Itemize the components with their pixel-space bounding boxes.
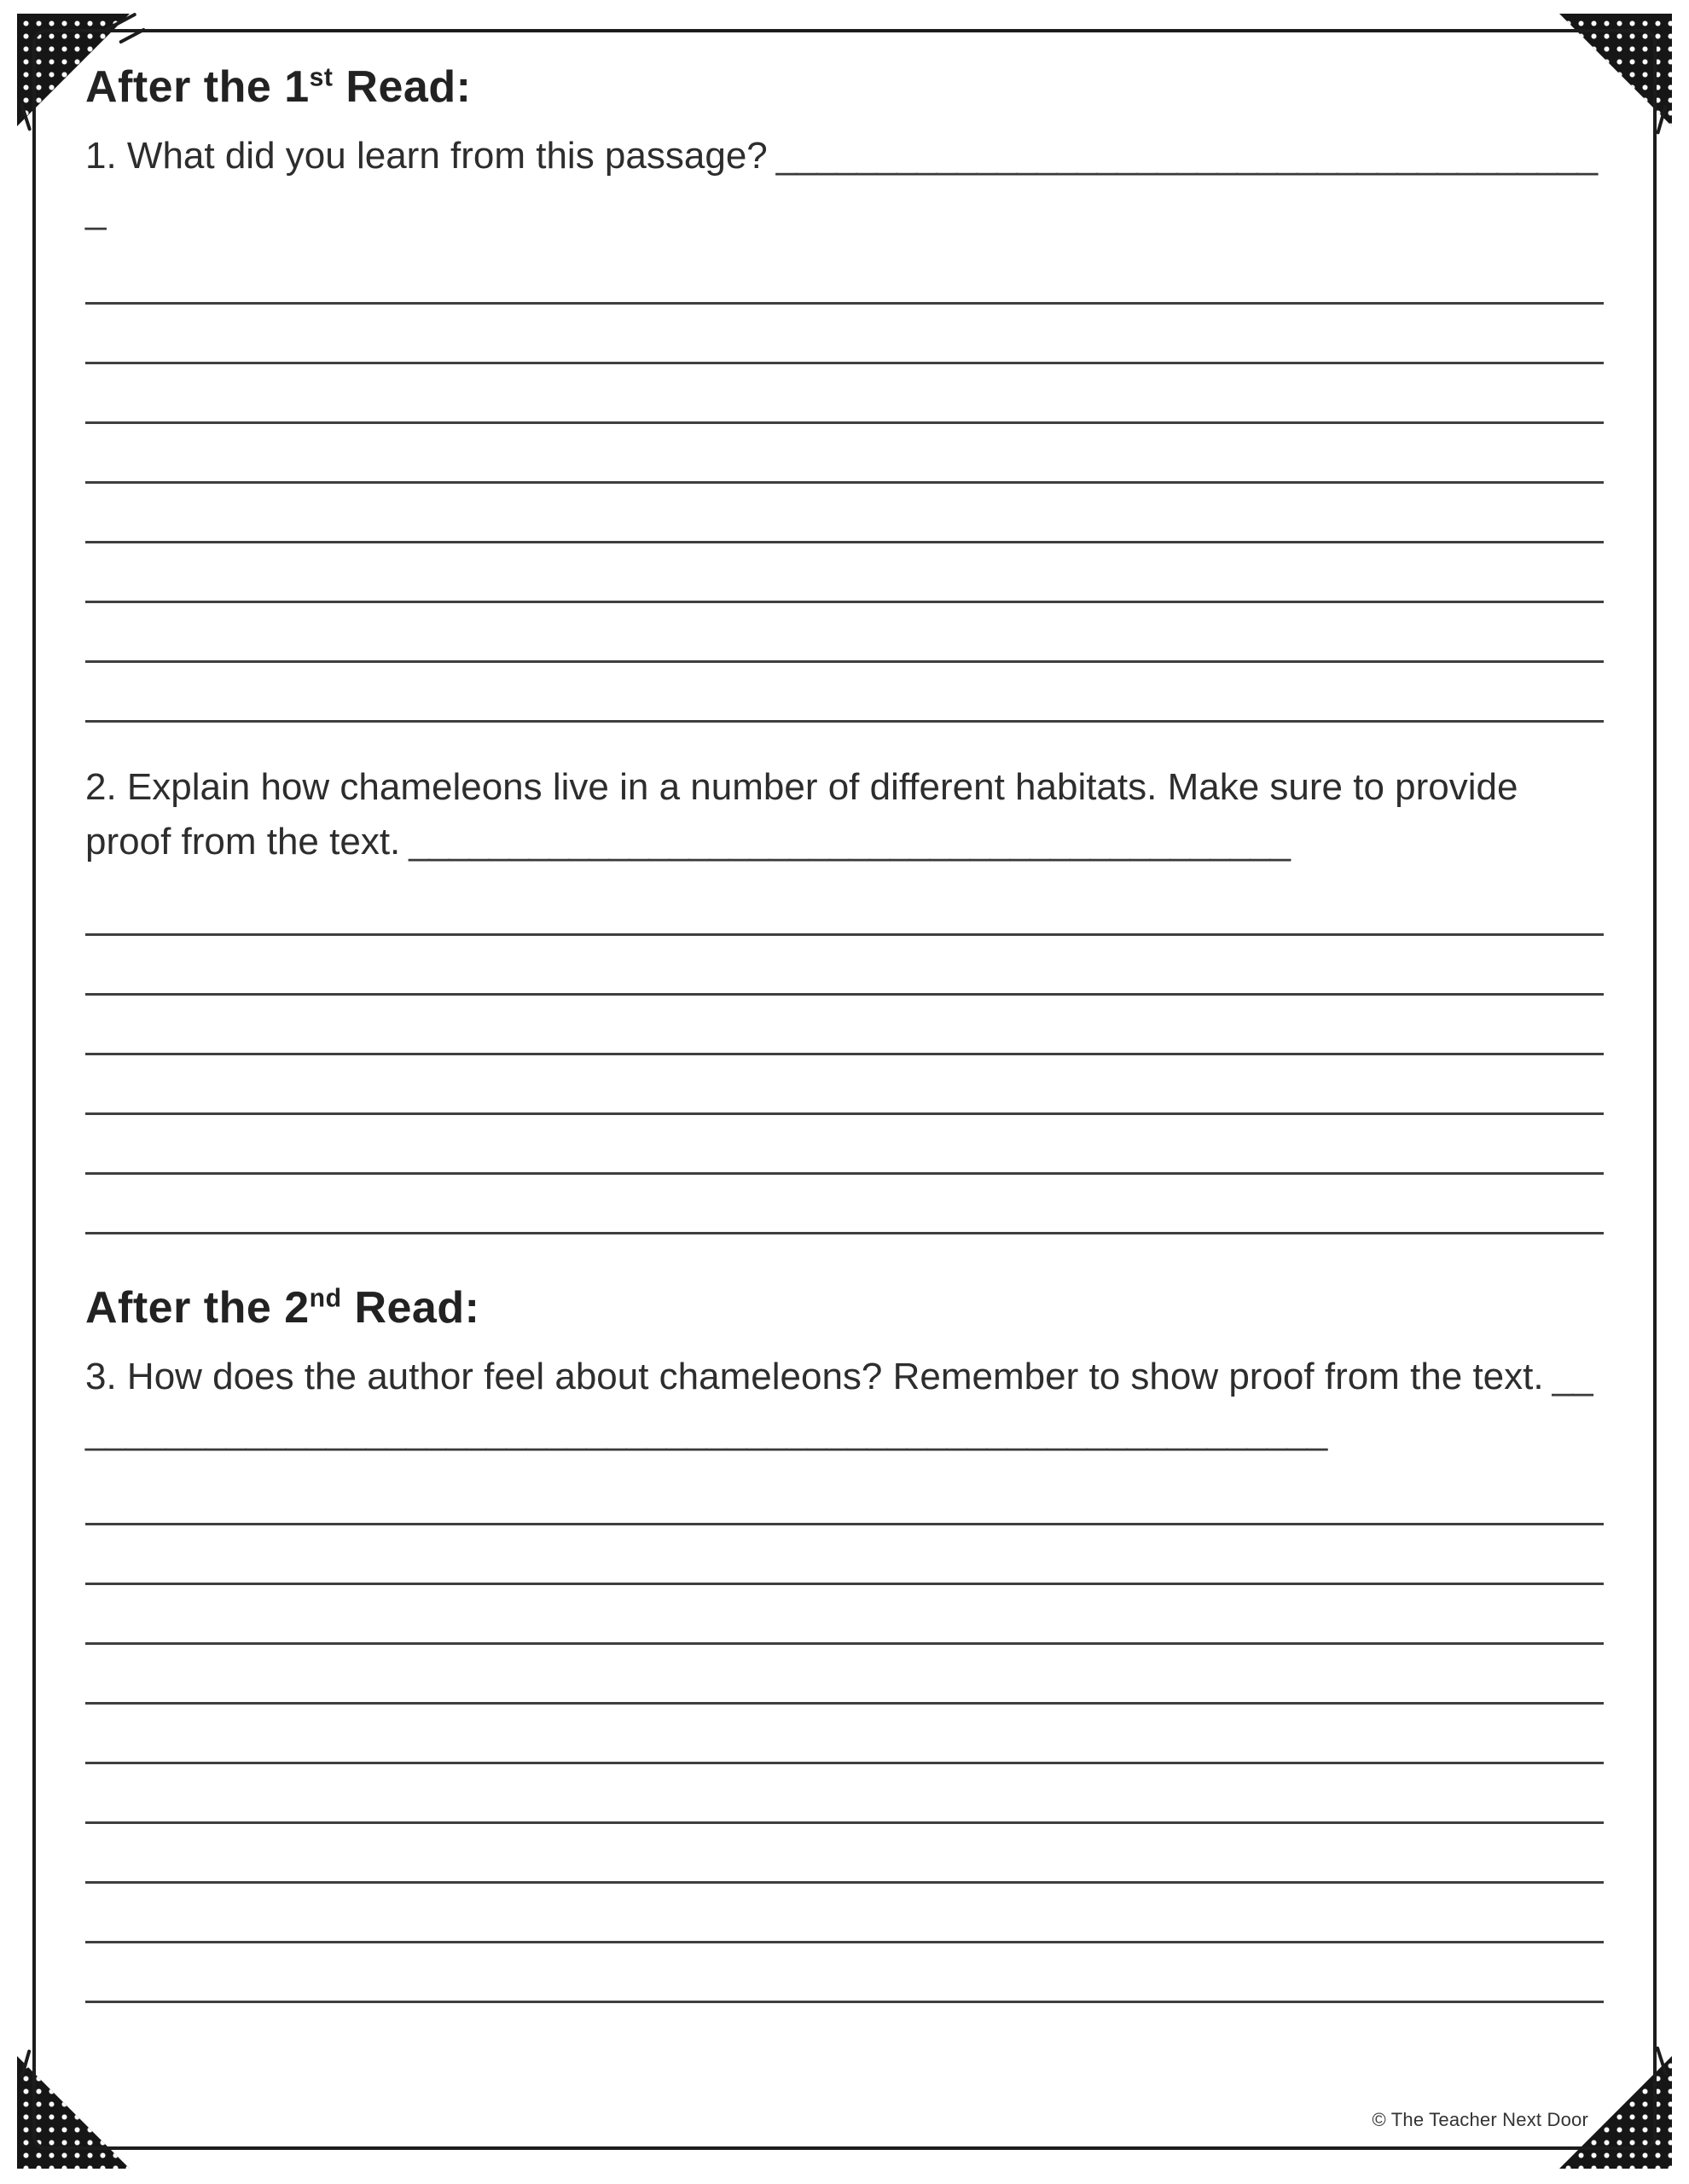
worksheet-content [85, 61, 1604, 2008]
answer-line [85, 1525, 1604, 1585]
question-2 [85, 760, 1604, 1234]
copyright-credit: © The Teacher Next Door [1372, 2109, 1588, 2130]
answer-line [85, 876, 1604, 936]
answer-line [85, 1764, 1604, 1824]
answer-line [85, 936, 1604, 996]
answer-line [85, 1943, 1604, 2003]
heading-text: Read: [341, 1282, 480, 1333]
question-1-answer-lines [85, 245, 1604, 723]
section-after-first-read [85, 61, 1604, 1234]
answer-line [85, 1705, 1604, 1764]
section-heading-second-read [85, 1282, 1604, 1334]
answer-line [85, 245, 1604, 305]
question-text: 2. Explain how chameleons live in a number of different habitats. Make sure to provide proof from the text. [85, 765, 1518, 863]
corner-dash-mark [119, 27, 146, 44]
question-3-answer-lines [85, 1466, 1604, 2003]
section-heading-first-read [85, 61, 1604, 113]
answer-line [85, 484, 1604, 543]
answer-line [85, 305, 1604, 364]
answer-line [85, 364, 1604, 424]
heading-text: After the 1 [85, 62, 310, 112]
answer-line [85, 1466, 1604, 1525]
question-3-text [85, 1350, 1604, 1459]
question-1-text [85, 129, 1604, 238]
answer-blank-inline: ____________________________________________ [409, 820, 1290, 863]
question-3 [85, 1350, 1604, 2003]
corner-decoration-bottom-left-icon [17, 2056, 130, 2169]
heading-ordinal-suffix: nd [309, 1284, 342, 1313]
answer-line [85, 1884, 1604, 1943]
question-text: 3. How does the author feel about chameleons? Remember to show proof from the text. [85, 1355, 1544, 1397]
answer-line [85, 663, 1604, 723]
answer-blank-inline: __________________________________________ [85, 135, 1598, 232]
heading-text: Read: [333, 62, 472, 112]
section-after-second-read [85, 1282, 1604, 2003]
answer-line [85, 543, 1604, 603]
question-1 [85, 129, 1604, 723]
heading-ordinal-suffix: st [309, 63, 334, 92]
answer-line [85, 603, 1604, 663]
answer-line [85, 1585, 1604, 1645]
heading-text: After the 2 [85, 1282, 310, 1333]
answer-line [85, 424, 1604, 484]
answer-blank-inline: ________________________________________________________________ [85, 1355, 1593, 1452]
answer-line [85, 996, 1604, 1055]
answer-line [85, 1645, 1604, 1705]
question-2-text [85, 760, 1604, 869]
answer-line [85, 1055, 1604, 1115]
question-2-answer-lines [85, 876, 1604, 1234]
answer-line [85, 1115, 1604, 1175]
answer-line [85, 1824, 1604, 1884]
answer-line [85, 1175, 1604, 1234]
question-text: 1. What did you learn from this passage? [85, 135, 768, 177]
